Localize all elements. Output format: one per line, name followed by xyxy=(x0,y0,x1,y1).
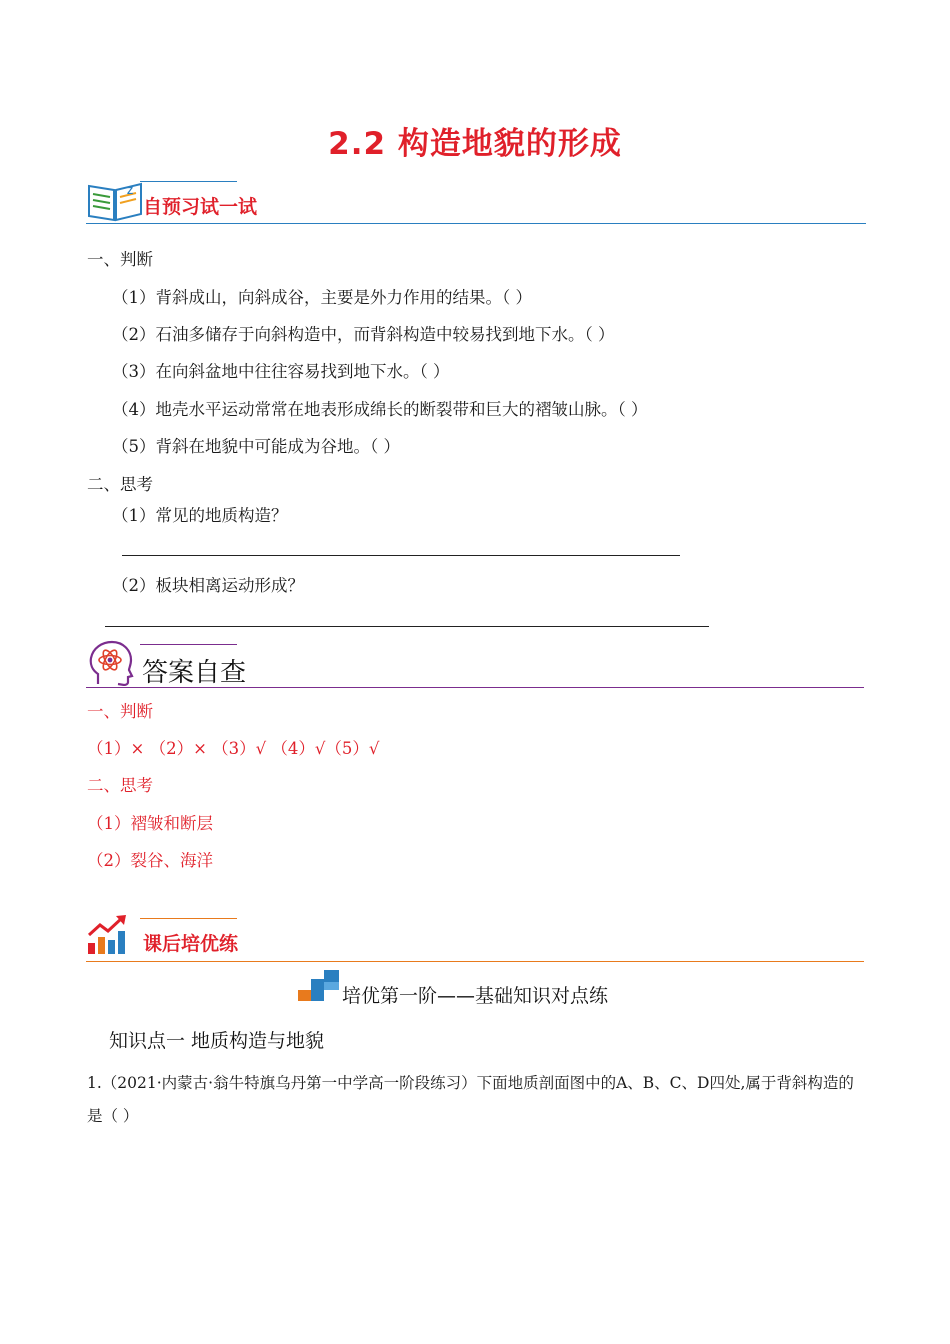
answers-section-label: 答案自查 xyxy=(142,658,247,688)
answer-thinking-heading: 二、思考 xyxy=(87,776,153,795)
problem-1: 1.（2021·内蒙古·翁牛特旗乌丹第一中学高一阶段练习）下面地质剖面图中的A、B、C、D四处,属于背斜构造的是（ ） xyxy=(87,1074,854,1125)
answer-thinking-item: （1）褶皱和断层 xyxy=(87,814,213,833)
open-book-icon xyxy=(86,178,146,224)
practice-divider xyxy=(86,961,864,962)
svg-text:Z: Z xyxy=(127,186,134,197)
practice-section-label: 课后培优练 xyxy=(143,933,239,955)
step-title: 培优第一阶——基础知识对点练 xyxy=(342,985,609,1007)
page-title: 2.2 构造地貌的形成 xyxy=(328,126,622,162)
preview-label-topline xyxy=(140,181,237,182)
answer-judgement-heading: 一、判断 xyxy=(87,702,153,721)
stairs-icon xyxy=(298,970,340,1002)
answer-judgement-values: （1）× （2）× （3）√ （4）√（5）√ xyxy=(87,739,380,758)
judgement-item: （3）在向斜盆地中往往容易找到地下水。（ ） xyxy=(112,362,450,381)
answers-label-topline xyxy=(140,644,237,645)
practice-label-topline xyxy=(140,918,237,919)
preview-section-label: 自预习试一试 xyxy=(143,196,258,218)
answers-divider xyxy=(86,687,864,688)
bar-chart-up-icon xyxy=(86,913,130,955)
thinking-item: （2）板块相离运动形成？ xyxy=(112,576,304,595)
thinking-item: （1）常见的地质构造？ xyxy=(112,506,288,525)
judgement-item: （1）背斜成山，向斜成谷，主要是外力作用的结果。（ ） xyxy=(112,288,532,307)
answer-blank-line[interactable] xyxy=(122,555,680,556)
answer-thinking-item: （2）裂谷、海洋 xyxy=(87,851,213,870)
thinking-heading: 二、思考 xyxy=(87,475,153,494)
judgement-heading: 一、判断 xyxy=(87,250,153,269)
judgement-item: （5）背斜在地貌中可能成为谷地。（ ） xyxy=(112,437,400,456)
answer-blank-line[interactable] xyxy=(105,626,709,627)
judgement-item: （4）地壳水平运动常常在地表形成绵长的断裂带和巨大的褶皱山脉。（ ） xyxy=(112,400,648,419)
preview-divider xyxy=(86,223,866,224)
knowledge-point-heading: 知识点一 地质构造与地貌 xyxy=(109,1030,325,1052)
judgement-item: （2）石油多储存于向斜构造中，而背斜构造中较易找到地下水。（ ） xyxy=(112,325,615,344)
head-atom-icon xyxy=(88,640,134,686)
